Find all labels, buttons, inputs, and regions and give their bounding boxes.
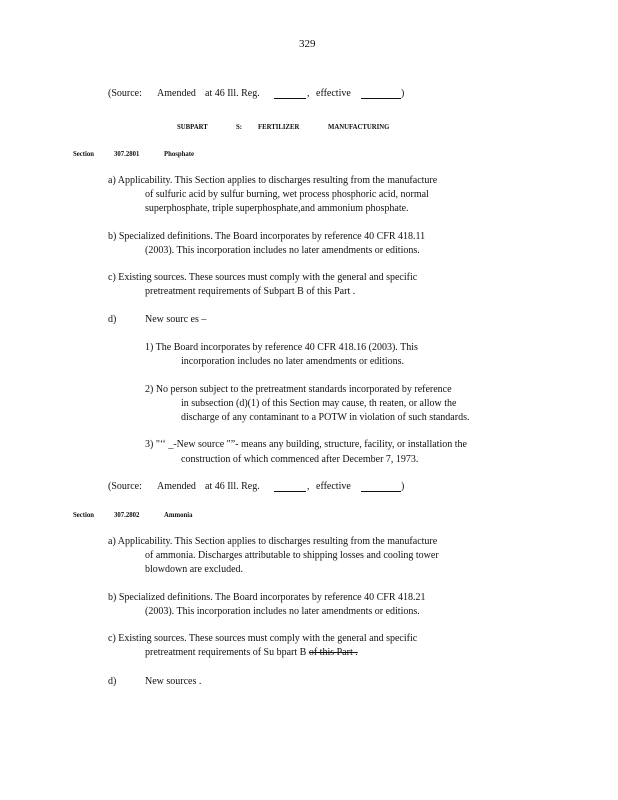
subsection-c-line-2: pretreatment requirements of Subpart B of this Part . [145,286,356,297]
subsection-a-line-2: of sulfuric acid by sulfur burning, wet process phosphoric acid, normal [145,189,429,200]
subsection-b-line-2: (2003). This incorporation includes no later amendments or editions. [145,245,420,256]
source-effective: effective [316,88,351,99]
source-amended: Amended [157,88,196,99]
item-d1-line-2: incorporation includes no later amendments or editions. [181,356,404,367]
subsection-a-line-1: a) Applicability. This Section applies to discharges resulting from the manufacture [108,175,438,186]
subsection-a-line-2: of ammonia. Discharges attributable to shipping losses and cooling tower [145,550,439,561]
subpart-fertilizer: FERTILIZER [258,122,300,131]
source-effective: effective [316,481,351,492]
source-close: ) [401,481,405,492]
subsection-a-line-1: a) Applicability. This Section applies to discharges resulting from the manufacture [108,536,438,547]
source-amended: Amended [157,481,196,492]
source-open: (Source: [108,88,142,99]
subsection-c-line-1: c) Existing sources. These sources must comply with the general and specific [108,272,418,283]
item-d1-line-1: 1) The Board incorporates by reference 40 CFR 418.16 (2003). This [145,342,418,353]
source-reg-blank [274,89,306,99]
source-comma: , [307,481,310,492]
item-d2-line-3: discharge of any contaminant to a POTW in violation of such standards. [181,412,470,423]
subpart-letter: S: [236,122,243,131]
source-comma: , [307,88,310,99]
item-d3-line-1: 3) "‘‘ _-New source "”- means any building, structure, facility, or installation the [145,439,467,450]
subsection-c-line-2 [145,648,358,658]
source-reg: at 46 Ill. Reg. [205,88,260,99]
item-d3-line-2: construction of which commenced after December 7, 1973. [181,454,419,465]
subsection-d-text: New sources . [145,676,202,687]
section-title: Phosphate [164,149,195,158]
subsection-d-label: d) [108,314,117,325]
subsection-c-line-2-text: pretreatment requirements of Su bpart B [145,647,309,658]
item-d2-line-1: 2) No person subject to the pretreatment standards incorporated by reference [145,384,452,395]
subsection-b-line-1: b) Specialized definitions. The Board incorporates by reference 40 CFR 418.11 [108,231,426,242]
subpart-word: SUBPART [177,122,208,131]
source-reg: at 46 Ill. Reg. [205,481,260,492]
source-open: (Source: [108,481,142,492]
section-number: 307.2801 [114,149,140,158]
subsection-c-line-1: c) Existing sources. These sources must comply with the general and specific [108,633,418,644]
page-number: 329 [299,38,316,50]
source-effective-blank [361,482,401,492]
subpart-manufacturing: MANUFACTURING [328,122,390,131]
item-d2-line-2: in subsection (d)(1) of this Section may cause, th reaten, or allow the [181,398,457,409]
source-close: ) [401,88,405,99]
subsection-a-line-3: superphosphate, triple superphosphate,and ammonium phosphate. [145,203,409,214]
source-effective-blank [361,89,401,99]
section-number: 307.2802 [114,510,140,519]
subsection-a-line-3: blowdown are excluded. [145,564,244,575]
section-label: Section [73,149,95,158]
section-label: Section [73,510,95,519]
subsection-d-text: New sourc es – [145,314,207,325]
subsection-b-line-2: (2003). This incorporation includes no later amendments or editions. [145,606,420,617]
subsection-b-line-1: b) Specialized definitions. The Board incorporates by reference 40 CFR 418.21 [108,592,426,603]
source-reg-blank [274,482,306,492]
struck-text: of this Part . [308,647,358,658]
section-title: Ammonia [164,510,193,519]
subsection-d-label: d) [108,676,117,687]
